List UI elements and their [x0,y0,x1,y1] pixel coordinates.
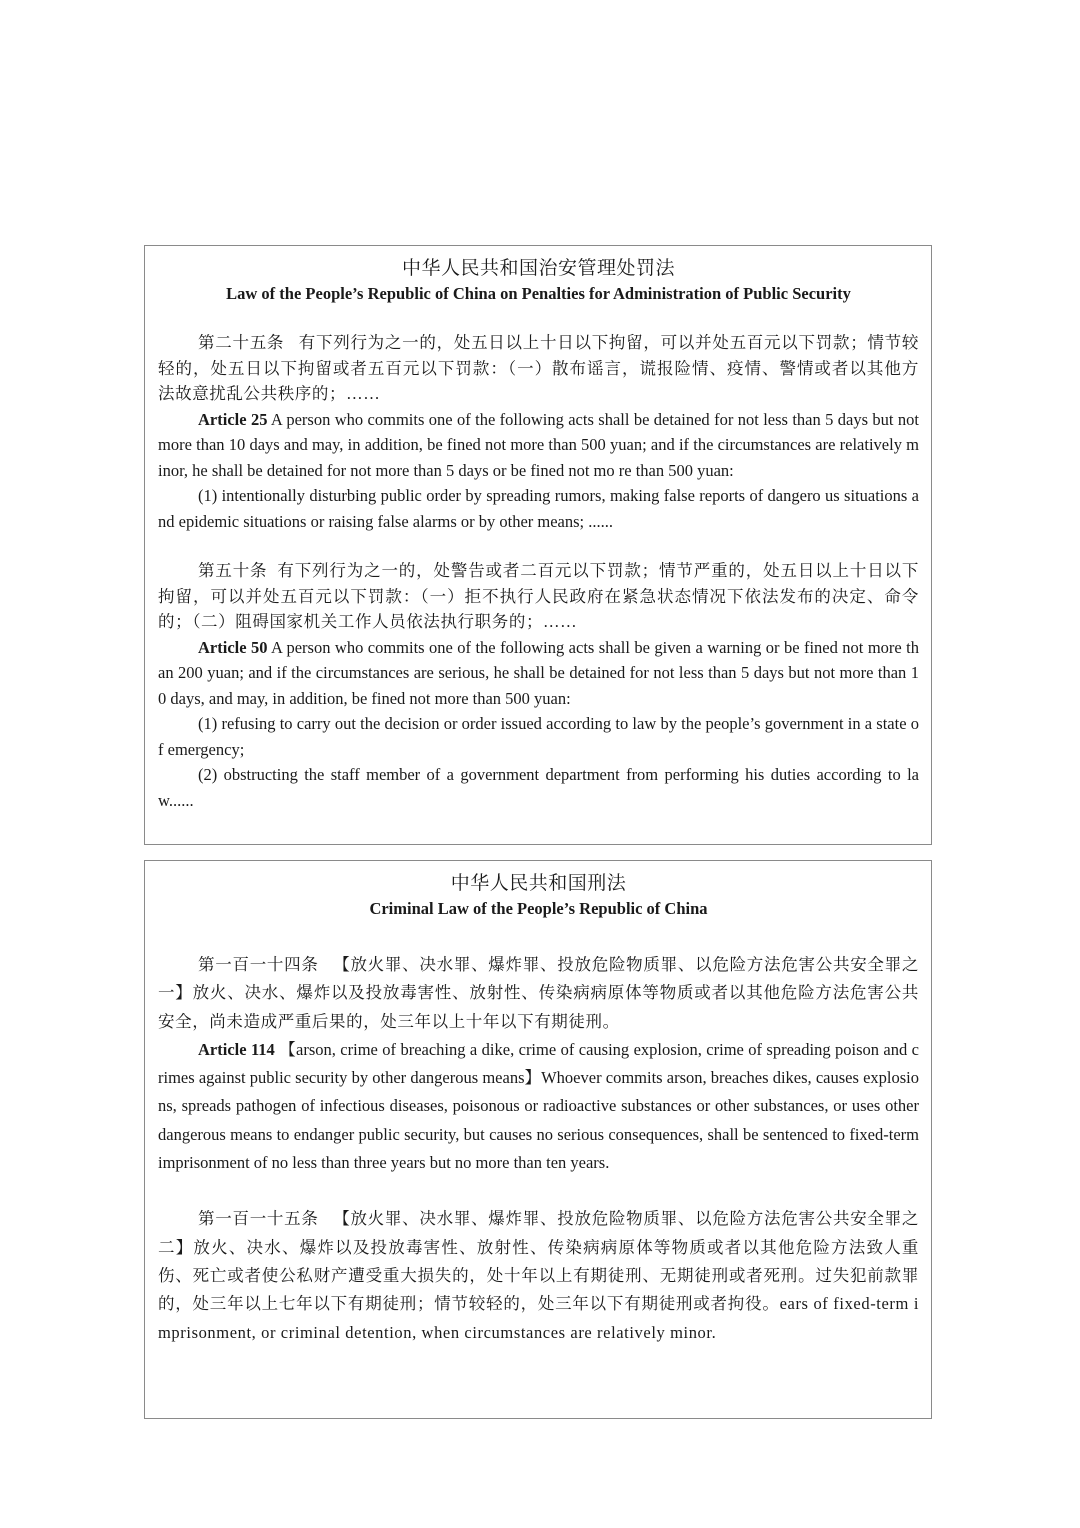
article-50-zh-label: 第五十条 [198,561,268,580]
criminal-law-box [144,860,932,1419]
law-title-en: Law of the People’s Republic of China on Penalties for Administration of Public Security [226,284,851,303]
article-50-item-2: (2) obstructing the staff member of a government department from performing his duties according to law...... [158,765,919,810]
article-115-zh-text: 【放火罪、决水罪、爆炸罪、投放危险物质罪、以危险方法危害公共安全罪之二】放火、决水、爆炸以及投放毒害性、放射性、传染病病原体等物质或者以其他危险方法致人重伤、死亡或者使公私财产遭受重大损失的，处十年以上有期徒刑、无期徒刑或者死刑。过失犯前款罪的，处三年以上七年以下有期徒刑；情节较轻的，处三年以下有期徒刑或者拘役。ears of fixed-term imprisonment, or criminal detention, when circumstances are relatively minor. [158,1209,919,1342]
article-114-zh-text: 【放火罪、决水罪、爆炸罪、投放危险物质罪、以危险方法危害公共安全罪之一】放火、决水、爆炸以及投放毒害性、放射性、传染病病原体等物质或者以其他危险方法危害公共安全，尚未造成严重后果的，处三年以上十年以下有期徒刑。 [158,955,919,1031]
article-114-en-label: Article 114 [198,1039,275,1059]
article-25-en-text: A person who commits one of the following acts shall be detained for not less than 5 days but not more than 10 days and may, in addition, be fined not more than 500 yuan; and if the circumstances are relatively minor, he shall be detained for not more than 5 days or be fined not mo re than 500 yuan: [158,409,919,480]
article-50-en [158,635,919,712]
article-50-en-label: Article 50 [198,637,268,657]
article-25-item-1: (1) intentionally disturbing public order by spreading rumors, making false reports of dangero us situations and epidemic situations or raising false alarms or by other means; ...... [158,486,919,531]
article-25-zh [158,330,919,407]
article-114-zh [158,951,919,1036]
article-115-zh [158,1205,919,1346]
law-title-zh: 中华人民共和国治安管理处罚法 [401,258,675,279]
article-115-zh-label: 第一百一十五条 [198,1209,319,1229]
article-25-en-label: Article 25 [198,409,268,429]
article-50-item-1: (1) refusing to carry out the decision or order issued according to law by the people’s government in a state of emergency; [158,714,919,759]
article-114-zh-label: 第一百一十四条 [198,955,319,974]
article-50-zh [158,558,919,635]
article-25-zh-text: 有下列行为之一的，处五日以上十日以下拘留，可以并处五百元以下罚款；情节较轻的，处五日以下拘留或者五百元以下罚款：（一）散布谣言，谎报险情、疫情、警情或者以其他方法故意扰乱公共秩序的；…… [158,333,919,403]
article-50-en-text: A person who commits one of the following acts shall be given a warning or be fined not more than 200 yuan; and if the circumstances are serious, he shall be detained for not less than 5 days but not more than 10 days, and may, in addition, be fined not more than 500 yuan: [158,637,919,708]
public-security-law-box [144,245,932,845]
law-title-en: Criminal Law of the People’s Republic of China [369,899,708,918]
article-50-zh-text: 有下列行为之一的，处警告或者二百元以下罚款；情节严重的，处五日以上十日以下拘留，可以并处五百元以下罚款：（一）拒不执行人民政府在紧急状态情况下依法发布的决定、命令的；（二）阻碍国家机关工作人员依法执行职务的；…… [158,561,920,631]
law-title-zh: 中华人民共和国刑法 [450,873,627,894]
article-25-zh-label: 第二十五条 [198,333,285,352]
article-114-en [158,1036,919,1177]
article-114-en-text: 【arson, crime of breaching a dike, crime of causing explosion, crime of spreading poison and crimes against public security by other dangerous means】Whoever commits arson, breaches dikes, causes explosions, spreads pathogen of infectious diseases, poisonous or radioactive substances or other substances, or uses other dangerous means to endanger public security, but causes no serious consequences, shall be sentenced to fixed-term imprisonment of no less than three years but no more than ten years. [158,1039,919,1173]
article-25-en [158,407,919,484]
